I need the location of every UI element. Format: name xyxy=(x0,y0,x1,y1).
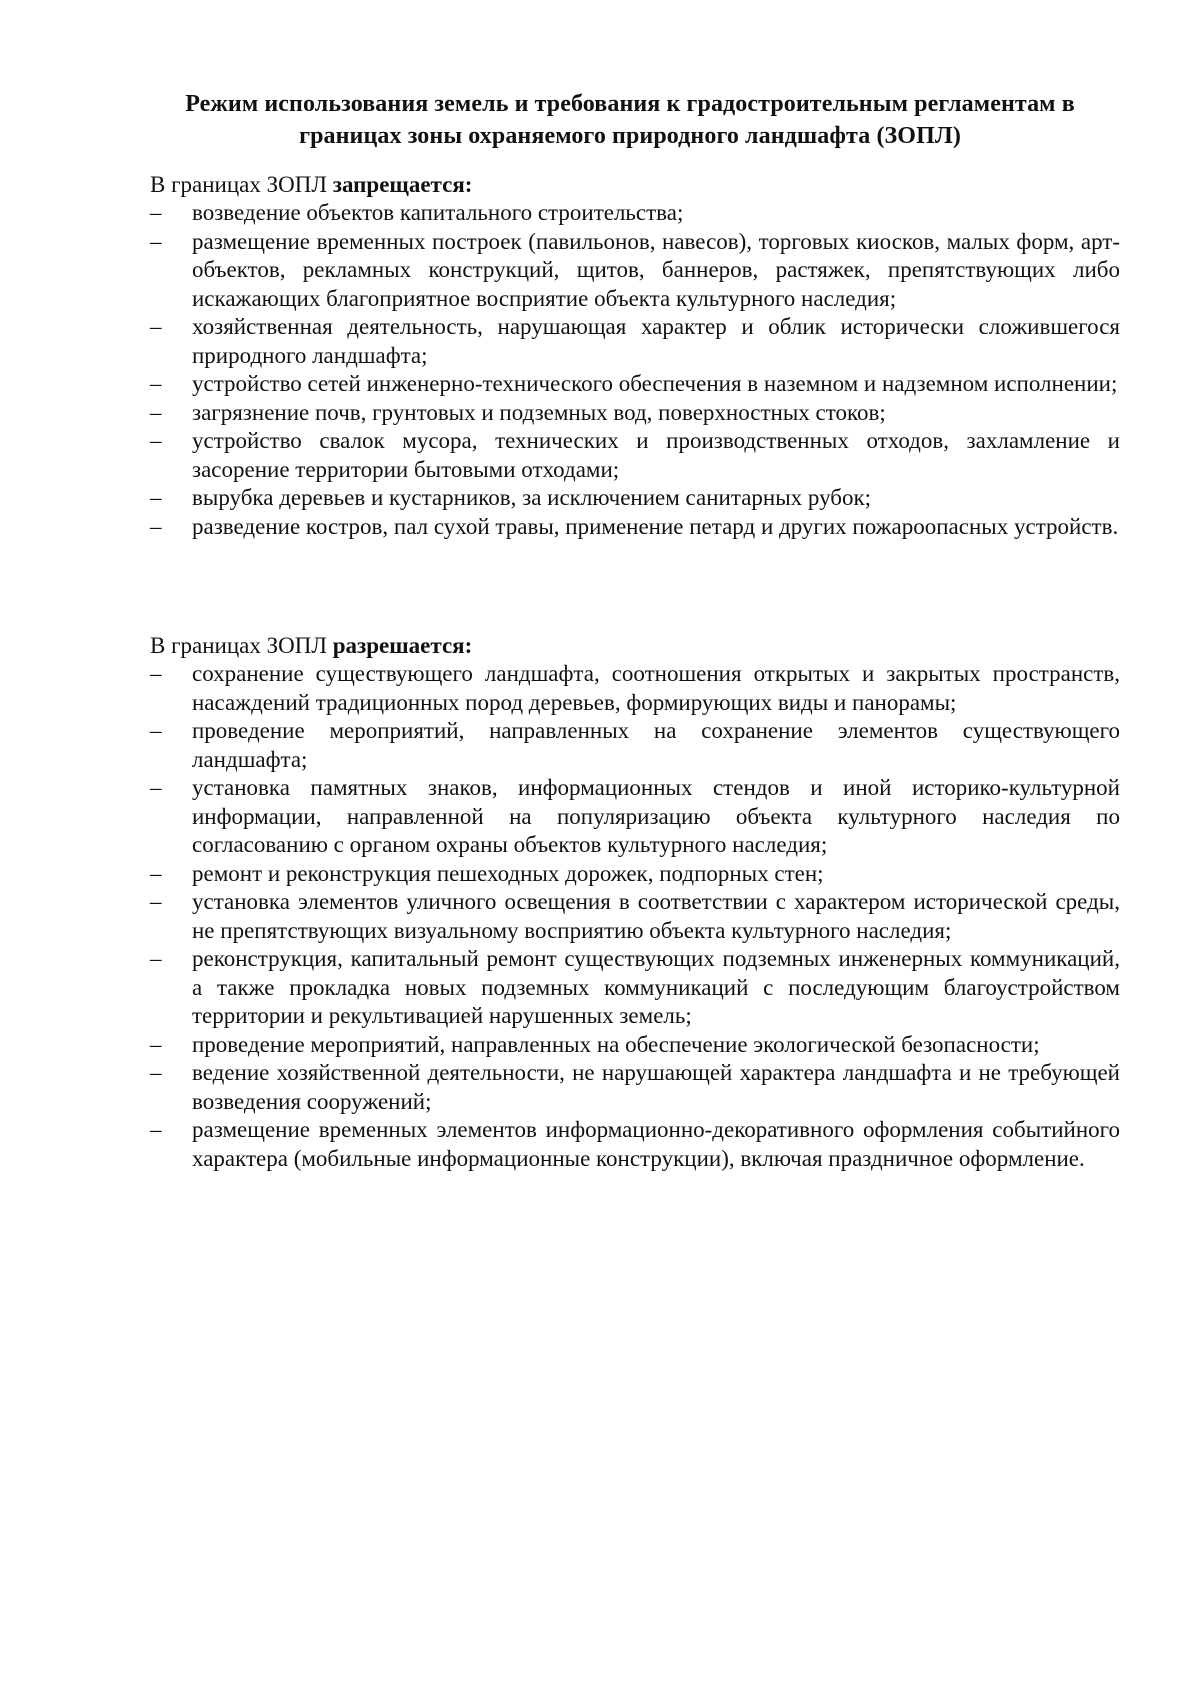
forbidden-heading-prefix: В границах ЗОПЛ xyxy=(150,172,333,197)
list-item xyxy=(150,370,1120,399)
dash-bullet: – xyxy=(150,718,162,743)
list-item-text: проведение мероприятий, направленных на сохранение элементов существующего ландшафта; xyxy=(192,718,1120,772)
list-item xyxy=(150,399,1120,428)
list-item-text: вырубка деревьев и кустарников, за исключением санитарных рубок; xyxy=(192,485,872,510)
list-item xyxy=(150,1031,1120,1060)
dash-bullet: – xyxy=(150,428,162,453)
dash-bullet: – xyxy=(150,1060,162,1085)
list-item xyxy=(150,1059,1120,1116)
list-item-text: проведение мероприятий, направленных на обеспечение экологической безопасности; xyxy=(192,1031,1040,1057)
title-line-2: границах зоны охраняемого природного ландшафта (ЗОПЛ) xyxy=(299,123,961,149)
allowed-heading xyxy=(150,632,1120,660)
list-item xyxy=(150,484,1120,513)
forbidden-list xyxy=(150,199,1120,541)
forbidden-section xyxy=(150,171,1120,541)
dash-bullet: – xyxy=(150,513,162,539)
dash-bullet: – xyxy=(150,946,162,971)
list-item-text: разведение костров, пал сухой травы, применение петард и других пожароопасных устройств. xyxy=(192,513,1119,539)
list-item xyxy=(150,1116,1120,1173)
list-item xyxy=(150,888,1120,945)
document-title xyxy=(150,88,1110,152)
dash-bullet: – xyxy=(150,371,162,396)
list-item-text: возведение объектов капитального строительства; xyxy=(192,200,684,225)
list-item xyxy=(150,313,1120,370)
forbidden-heading xyxy=(150,171,1120,199)
dash-bullet: – xyxy=(150,228,162,254)
list-item xyxy=(150,513,1120,542)
list-item-text: загрязнение почв, грунтовых и подземных вод, поверхностных стоков; xyxy=(192,399,886,425)
dash-bullet: – xyxy=(150,314,162,339)
dash-bullet: – xyxy=(150,399,162,425)
dash-bullet: – xyxy=(150,485,162,510)
dash-bullet: – xyxy=(150,200,162,225)
list-item xyxy=(150,717,1120,774)
list-item-text: размещение временных элементов информационно-декоративного оформления событийного характера (мобильные информационные конструкции), включая праздничное оформление. xyxy=(192,1117,1120,1171)
list-item xyxy=(150,427,1120,484)
list-item xyxy=(150,945,1120,1031)
dash-bullet: – xyxy=(150,889,162,914)
list-item-text: установка памятных знаков, информационных стендов и иной историко-культурной информации, направленной на популяризацию объекта культурного наследия по согласованию с органом охраны объектов культурного наследия; xyxy=(192,775,1120,857)
list-item xyxy=(150,660,1120,717)
allowed-heading-bold: разрешается: xyxy=(332,633,473,658)
list-item-text: устройство сетей инженерно-технического обеспечения в наземном и надземном исполнении; xyxy=(192,371,1118,396)
list-item-text: сохранение существующего ландшафта, соотношения открытых и закрытых пространств, насаждений традиционных пород деревьев, формирующих виды и панорамы; xyxy=(192,661,1120,715)
list-item-text: установка элементов уличного освещения в соответствии с характером исторической среды, не препятствующих визуальному восприятию объекта культурного наследия; xyxy=(192,889,1120,943)
dash-bullet: – xyxy=(150,1031,162,1057)
dash-bullet: – xyxy=(150,775,162,800)
allowed-section xyxy=(150,632,1120,1173)
list-item-text: ремонт и реконструкция пешеходных дорожек, подпорных стен; xyxy=(192,860,824,886)
title-line-1: Режим использования земель и требования к градостроительным регламентам в xyxy=(185,91,1075,117)
list-item xyxy=(150,860,1120,889)
forbidden-heading-bold: запрещается: xyxy=(332,172,473,197)
dash-bullet: – xyxy=(150,1117,162,1142)
list-item-text: ведение хозяйственной деятельности, не нарушающей характера ландшафта и не требующей возведения сооружений; xyxy=(192,1060,1120,1114)
dash-bullet: – xyxy=(150,860,162,886)
allowed-list xyxy=(150,660,1120,1173)
list-item-text: устройство свалок мусора, технических и производственных отходов, захламление и засорение территории бытовыми отходами; xyxy=(192,428,1120,482)
list-item xyxy=(150,774,1120,860)
dash-bullet: – xyxy=(150,661,162,686)
list-item-text: хозяйственная деятельность, нарушающая характер и облик исторически сложившегося природного ландшафта; xyxy=(192,314,1120,368)
list-item-text: размещение временных построек (павильонов, навесов), торговых киосков, малых форм, арт-объектов, рекламных конструкций, щитов, баннеров, растяжек, препятствующих либо искажающих благоприятное восприятие объекта культурного наследия; xyxy=(192,228,1120,311)
list-item-text: реконструкция, капитальный ремонт существующих подземных инженерных коммуникаций, а также прокладка новых подземных коммуникаций с последующим благоустройством территории и рекультивацией нарушенных земель; xyxy=(192,946,1120,1028)
list-item xyxy=(150,228,1120,314)
allowed-heading-prefix: В границах ЗОПЛ xyxy=(150,633,333,658)
list-item xyxy=(150,199,1120,228)
